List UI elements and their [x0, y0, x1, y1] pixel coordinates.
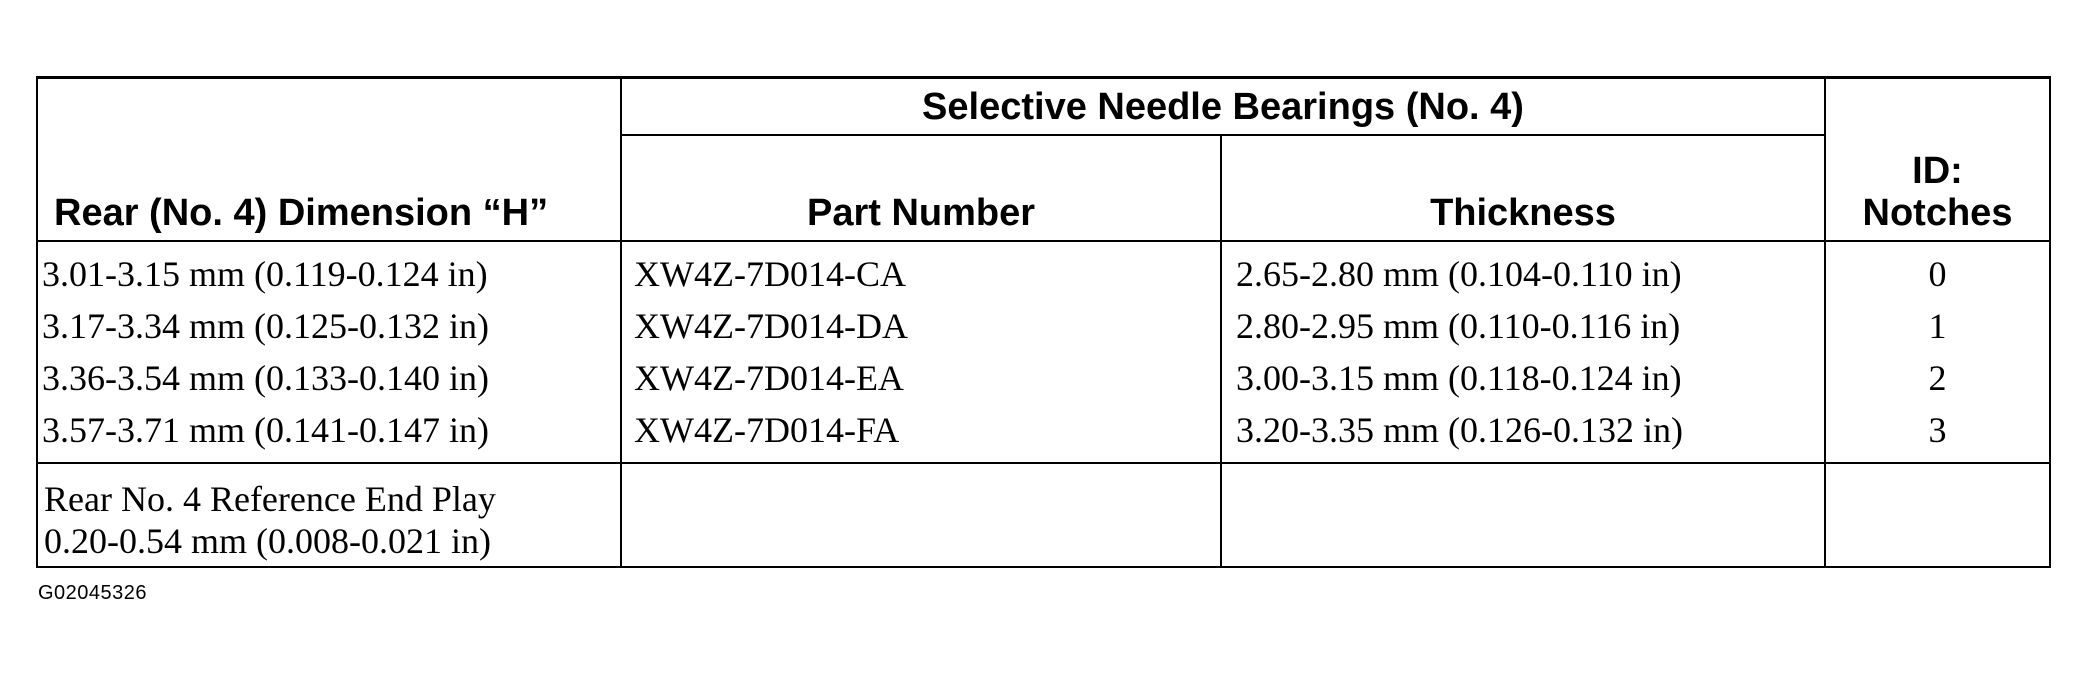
table-row-1-notches: 0 — [1928, 254, 1947, 294]
table-row-3-part-number: XW4Z-7D014-EA — [634, 358, 904, 398]
needle-bearing-spec-table — [36, 76, 2051, 568]
figure-id: G02045326 — [38, 582, 148, 604]
table-row-2-part-number: XW4Z-7D014-DA — [634, 306, 908, 346]
reference-end-play-label: Rear No. 4 Reference End Play — [44, 479, 496, 519]
reference-end-play-cell — [37, 463, 621, 567]
reference-end-play-value: 0.20-0.54 mm (0.008-0.021 in) — [44, 521, 491, 561]
empty-cell-thickness — [1221, 463, 1825, 567]
dimension-values-cell — [37, 241, 621, 463]
table-row-3-thickness: 3.00-3.15 mm (0.118-0.124 in) — [1236, 358, 1682, 398]
empty-cell-part-number — [621, 463, 1221, 567]
table-row-3-notches: 2 — [1928, 358, 1947, 398]
table-row-4-dimension: 3.57-3.71 mm (0.141-0.147 in) — [42, 410, 489, 450]
header-selective-needle-bearings: Selective Needle Bearings (No. 4) — [621, 78, 1825, 136]
table-row-1-dimension: 3.01-3.15 mm (0.119-0.124 in) — [42, 254, 488, 294]
thickness-values-cell — [1221, 241, 1825, 463]
header-thickness: Thickness — [1221, 135, 1825, 241]
table-row-2-dimension: 3.17-3.34 mm (0.125-0.132 in) — [42, 306, 489, 346]
header-id-label: ID: — [1912, 150, 1963, 192]
header-rear-dimension-h: Rear (No. 4) Dimension “H” — [37, 78, 621, 242]
table-row-2-notches: 1 — [1928, 306, 1947, 346]
header-part-number: Part Number — [621, 135, 1221, 241]
table-row-3-dimension: 3.36-3.54 mm (0.133-0.140 in) — [42, 358, 489, 398]
table-row-1-part-number: XW4Z-7D014-CA — [634, 254, 906, 294]
table-row-2-thickness: 2.80-2.95 mm (0.110-0.116 in) — [1236, 306, 1681, 346]
header-notches-label: Notches — [1862, 192, 2013, 234]
table-row-4-thickness: 3.20-3.35 mm (0.126-0.132 in) — [1236, 410, 1683, 450]
table-row-1-thickness: 2.65-2.80 mm (0.104-0.110 in) — [1236, 254, 1682, 294]
table-row-4-notches: 3 — [1928, 410, 1947, 450]
notches-values-cell — [1825, 241, 2050, 463]
empty-cell-notches — [1825, 463, 2050, 567]
header-id-notches — [1825, 78, 2050, 242]
table-row-4-part-number: XW4Z-7D014-FA — [634, 410, 900, 450]
part-number-values-cell — [621, 241, 1221, 463]
